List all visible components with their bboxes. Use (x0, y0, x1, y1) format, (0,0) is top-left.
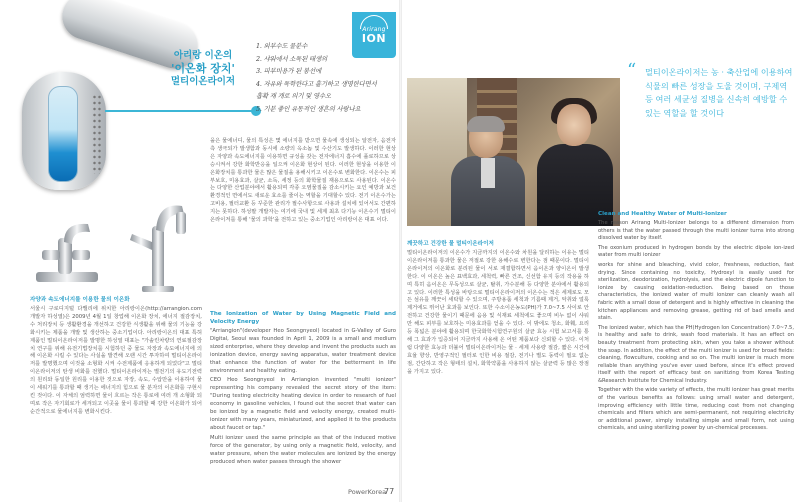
section-heading: The Ionization of Water by Using Magnetic Field and Velocity Energy (210, 311, 396, 325)
body-paragraph: CEO Heo Seongnyeol in Arriangion invented "multi ionizer" representing his company revealed the secret story of the item: "During testing electricity heating device in order to research of fuel economy in gasoline vehicles, I found out the secret that water can be ionized by a magnetic field and velocity energy, created multi-ionizer with many years, miniaturized, and applied it to the products about faucet or tap." (210, 377, 396, 431)
right-korean-column (407, 240, 589, 379)
body-paragraph: 서울시 구로디지털 다밸리에 위치한 아리랑이온(http://arrangion.com 개발자 하성열)은 2009년 4월 1일 창업해 이온화 장치, 에너지 절감장치, 수 처리장치 등 생활환경을 개선하고 건강한 식생활을 위해 물의 기능을 강화시키는 제품을 개발 및 생산하는 중소기업이다. 아리랑이온의 대표 특허제품인 멀티이온라이저를 발명한 하성열 대표는 "가솔린차량의 연료절감장치 연구를 위해 유전기법장치를 시험하던 중 물도 자장과 속도에너지에 의해 이온화 시킬 수 있다는 사실을 발견해 오랜 시간 투자하여 멀티이온라이저를 발명했으며 이것을 소형화 시켜 수전제품에 응용하게 되었다"고 멀티이온라이저의 탄생 비화를 전했다. 멀티이온라이저는 별전기의 유도기전력의 원리와 동일한 원리를 이용한 것으로 자장, 속도, 수압만을 이용하여 물이 세워기를 통과할 때 생기는 에너지의 힘으로 물 분자의 이온화를 구현시킨 것이다. 이 자체의 엄력하면 물이 흐르는 작은 통로에 여러 개 소형화 되며로 작은 자기회로가 세겨되고 이곳을 물이 통과할 때 강한 이온화가 되어 순간적으로 물에너지를 변화시킨다. (30, 306, 202, 415)
body-paragraph: The reason Arirang Multi-Ionizer belongs to a different dimension from others is that the water passed through the multi ionizer turns into strong dissolved water by itself. (598, 220, 794, 242)
pull-quote-text: 멀티이온라이저는 농 · 축산업에 이용하여 식물의 빠른 성장을 도울 것이며, 구제역 등 여러 세균성 질병을 신속히 예방할 수 있는 역할을 할 것이다 (645, 67, 793, 118)
person-woman (537, 100, 613, 226)
caption-line-3: 멀티이온라이저 (170, 76, 236, 87)
body-paragraph: Multi ionizer used the same principle as that of the induced motive force of the generator, by using only a magnetic field, velocity, and water pressure, when the water molecules are ionized by the energy produced when water passes through the shower (210, 434, 396, 465)
spray-holes (92, 94, 102, 174)
section-heading: 깨끗하고 건강한 물 멀티이온라이저 (407, 241, 494, 247)
quote-mark-icon: “ (627, 60, 637, 81)
person-man (451, 118, 525, 226)
body-paragraph: works for shine and bleaching, vivid color, freshness, reduction, fast drying. Since containing no toxicity, Hydroxyl is easily used for sterilization, deodorization, hydrolysis, and the electric dipole function to ionize by causing oxidation-reduction. Being based on those characteristics, the ionized water of multi ionizer can cleanly wash all fabric with a small dose of detergent and is highly effective in cleaning the kitchen appliances and removing grease, getting rid of bad smells and stain. (598, 261, 794, 322)
callout-line (105, 110, 255, 112)
handwritten-line: 1. 외부수도 물분수 (256, 42, 308, 50)
handwritten-line: 5. 기분 좋인 유동적인 생흔의 사랑나요 (256, 104, 361, 113)
handwritten-line: 흡확 재 개로 의기 및 영수오 (256, 92, 331, 100)
body-paragraph: 을은 물에너디, 물의 특성은 몇 에너지를 받으면 물속에 생성되는 알전자, 음전자 측 생극되가 발생함과 동시에 소량의 옥소놈 및 수산기도 발생하다. 이러한 현상은 자양과 속도에너지를 이용하면 규성을 갖는 전자에너지 흡수에 플로하므로 상승시켜서 강한 화학반응을 일으켜 이온화 현상이 된다. 이러한 현상을 이용한 이온화장치를 통과한 물은 많은 물질을 용해시키고 이온수로 변화한다. 이온수는 피부보호, 미용효과, 살균, 소독, 세정 등의 화학물질 재용으로도 사용된다. 이온수는 다양한 산업분야에서 활용되며 각종 오염물질을 감소시키는 요인 예방과 보건환경적인 면에서도 새로운 효소를 줄이는 역할을 기대할수 있다. 전기 이온수가는 고비용, 필터교환 등 꾸준한 관리가 필수사항으로 사용과 설치에 있어서도 간편하지는 못하다. 하성팔 개발자는 여기에 국내 및 세계 최초 다기능 이온수기 멀티이온라이저를 통해 '물의 과학'을 전하고 있는 중소기업인 아리랑이온 대표 이다. (210, 138, 396, 224)
body-paragraph: The oxonium produced in hydrogen bonds by the electric dipole ion-ized water from multi ionizer (598, 244, 794, 259)
caption-line-2: '이온화 장치' (171, 62, 235, 75)
ionizer-cartridge (48, 86, 78, 182)
section-heading: Clean and Healthy Water of Multi-Ionizer (598, 211, 727, 217)
woman-head (557, 104, 591, 146)
logo-line-2: ION (361, 32, 387, 45)
logo-arc-icon (360, 15, 388, 29)
right-english-column (598, 210, 794, 435)
caption-line-1: 아리랑 이온의 (173, 50, 233, 61)
pull-quote (627, 60, 793, 120)
body-paragraph: Together with the wide variety of effects, the multi ionizer has great merits of the various benefits as follows: using small water and detergent, improving efficiency with little time, reducing cost from not changing chemicals and filters which are semi-permanent, not requiring electricity or additional power, simply installing simple and small form, not using chemicals, and using sterilizing power by un-chemical processes. (598, 387, 794, 432)
logo-line-1: Arirang (362, 26, 386, 33)
handwritten-line: 3. 피부미용가 된 봉선에 (256, 67, 321, 75)
body-paragraph: The ionized water, which has the PH(Hydrogen Ion Concentration) 7.0~7.5, is healthy and safe to drink, wash food materials. It has an effect on beauty treatment from protecting skin, when you take a shower without the soap. In addition, the effect of the multi ionizer is used for broad fields: cleaning, flowculture, cooking and so on. The multi ionizer is much more reliable than anything you've ever used before, since it's effect proved itself with the report of efficacy test on sanitizing from Korea Testing &Research Institute for Chemical Industry. (598, 324, 794, 384)
body-paragraph: "Arriangion"(developer Heo Seongnyeol) located in G-Valley of Guro Digital, Seoul was founded in April 1, 2009 is a small and medium sized enterprise, where they develop and invent the products such as ionization device, energy saving apparatus, water treatment device that enhance the function of water for the betterment in life environment and healthy eating. (210, 328, 396, 374)
handwritten-line: 4. 자유와 독학한다고 흩기하고 생명한다면서 (256, 79, 377, 88)
left-korean-column-b (30, 296, 202, 419)
page-gutter (399, 0, 402, 502)
portrait-photo (407, 78, 620, 226)
magazine-folio: PowerKorea (348, 488, 387, 496)
left-korean-column-a (210, 138, 396, 227)
product-caption (148, 50, 258, 88)
man-hair (467, 116, 505, 132)
page-number: 77 (384, 487, 395, 496)
faucet-illustration (28, 212, 106, 294)
shower-head (22, 72, 106, 190)
faucet-pullout-illustration (112, 198, 198, 294)
section-heading: 자양과 속도에너지를 이용한 물의 이온화 (30, 297, 130, 303)
handwritten-line: 2. 샤워에서 소독된 태생의 (256, 54, 327, 63)
arirang-ion-logo (352, 12, 396, 58)
body-paragraph: 멀티이온라이저의 이온수가 지금까지의 이온수와 차원을 달리하는 이유는 멀티이온라이저를 통과한 물은 저절로 강한 용해수로 변한다는 점 때문이다. 멀티이온라이저의 이온화로 분리된 물이 서로 재결합하면서 음이온과 양이온이 발생한다. 이 이온은 높은 표백효과, 세척력, 빠른 건조, 신선함 유지 등의 작용을 하며 특히 음이온은 무독성으로 살균, 탈취, 가수분해 등 다양한 분야에서 활용되고 있다. 이러한 특성을 바탕으로 멀티이온라이저의 이온수는 적은 세제로도 모든 섬유를 깨끗이 세탁할 수 있으며, 주방용품 세척과 기름때 제거, 악취와 얼룩 제거에도 뛰어난 효과를 보인다. 또한 수소이온농도(PH)가 7.0~7.5 사이로 안전하고 건강한 물이기 때문에 음용 및 식재료 세척에도 좋으며 비누 없이 샤워만 해도 피부를 보호하는 미용효과를 얻을 수 있다. 이 밖에도 청소, 화훼, 요리 등 폭넓은 분야에 활용되며 한국화학시험연구원의 살균 효능 시험 보고서를 통해 그 효과가 입증되어 지금까지 사용해 온 어떤 제품보다 신뢰할 수 있다. 이처럼 다양한 효능과 더불어 멀티이온라이저는 물 · 세제 사용량 절감, 짧은 시간에 효율 향상, 반영구적인 필터로 인한 비용 절감, 전기나 별도 동력이 필요 없는 점, 간단하고 작은 형태의 설치, 화학약품을 사용하지 않는 살균력 등 많은 장점을 가지고 있다. (407, 250, 589, 375)
man-shirt (481, 158, 495, 188)
left-english-column (210, 310, 396, 468)
